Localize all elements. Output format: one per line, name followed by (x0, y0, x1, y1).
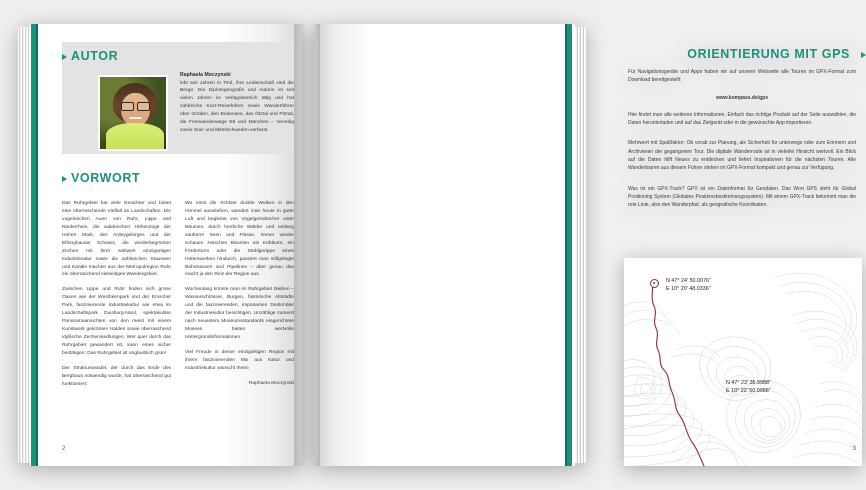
right-page (315, 24, 856, 466)
coordinate-north-1: N 47° 24' 50.0076" (666, 278, 711, 284)
left-page (30, 24, 302, 466)
vorwort-column-right (185, 200, 294, 396)
paragraph: Wo einst die Schlote dunkle Wolken in den Himmel ausstießen, wandert man heute in guter Luft und begleitet von Vogelgezwitscher unter Bäumen, durch herrliche Wälder und entlang sauberer Seen und Flüsse. Immer wieder schauen zwischen Bäumen ein Kühlturm, ein Förderturm oder die Stahlgerippe eines Hüttenwerkes hindurch, passiert man stillgelegte Bahntrassen und Pipelines – aber genau das macht ja den Reiz der Region aus. (185, 201, 294, 278)
arrow-marker-icon-2 (62, 176, 67, 182)
paragraph: Für Navigationsgeräte und Apps haben wir auf unserer Webseite alle Touren im GPX-Format zum Download bereitgestellt: (628, 69, 856, 84)
author-bio-block (180, 72, 294, 135)
paragraph: Der Strukturwandel, der durch das Ende des Bergbaus notwendig wurde, hat überraschend gut funktioniert: (62, 365, 171, 387)
vorwort-column-left (62, 200, 171, 396)
paragraph: Zwischen Lippe und Ruhr finden sich grüne Oasen wie der Westfalenpark und der Emscher Park, faszinierende Industriekultur wie etwa im Landschaftspark Duisburg-Nord, spektakuläre Panoramaansichten von den meist mit einem Kunstwerk gekrönten Halden sowie überraschend idyllische Zechensiedlungen. Wer quer durch das Ruhrgebiet gewandert ist, kann eines sicher bestätigen: Das Ruhrgebiet ist unglaublich grün! (62, 287, 171, 356)
gpx-download-url[interactable]: www.kompass.de/gpx (715, 94, 769, 101)
page-number-right: 3 (852, 446, 856, 452)
page-number-left: 2 (62, 446, 66, 452)
spine-accent-right (567, 24, 572, 466)
coordinate-label-1 (666, 278, 711, 293)
coordinate-label-2 (726, 380, 771, 395)
coordinate-east-1: E 10° 20' 48.0336" (666, 285, 711, 292)
paragraph: Mehrwert mit Spaßfaktor: Ob vorab zur Planung, als Sicherheit für unterwegs oder zum Erinnern und Archivieren der gegangenen Tour. Die digitale Wanderroute ist in vielerlei Hinsicht wertvoll. Ein Blick auf die Daten hilft Neues zu entdecken und liefert Inspirationen für die nächsten Touren. Alle Wandertouren aus diesem Führer stehen im GPX-Format kompakt und genau zur Verfügung. (628, 140, 856, 172)
paragraph: Das Ruhrgebiet hat viele Gesichter und bietet eine überraschende Vielfalt an Landschaften. Die vogelreichen Auen von Ruhr, Lippe und Niederrhein, die waldreichen Höhenzüge der Hohen Mark, des Ardeygebirges und der Elfringhauser Schweiz, die wiederbegrünten Zechen mit ihrer weltweit einzigartigen Industrienatur sowie die zahlreichen Stauseen und Kanäle machen aus der Metropolregion Ruhr ein überraschend vielseitiges Wandergebiet. (62, 201, 171, 278)
track-start-marker-icon (650, 279, 659, 288)
coordinate-east-2: E 10° 22' 50.9988" (726, 387, 771, 394)
author-name: Raphaela Moczynski (180, 72, 231, 78)
paragraph: Was ist ein GPX-Track? GPX ist ein Datenformat für Geodaten. Das Wort GPS steht für Global Positioning System (Globales Positionsbestimmungssystem). Mit einem GPX-Track bekommt man die rote Linie, also den Wanderpfad, als geografische Koordinaten. (628, 185, 856, 209)
contour-map-svg (624, 258, 862, 466)
paragraph: Wochenlang könnte man im Ruhrgebiet bleiben – Wasserschlösser, Burgen, historische Altstädte und die faszinierenden, imposanten Denkmäler der Industriekultur besichtigen. Unzählige zumeist nach neuestem Museumsstandards eingerichtete Museen bieten wertvolle Hintergrundinformationen. (185, 287, 294, 340)
spine-accent-right-dark (565, 24, 567, 466)
author-photo (98, 75, 168, 151)
spine-accent-left-dark (36, 24, 38, 466)
paragraph: Hier findet man alle weiteren Informationen. Einfach das richtige Produkt auf der Seite auswählen, die Daten herunterladen und auf das Zielgerät oder in die gewünschte App importieren. (628, 111, 856, 127)
section-heading-vorwort: VORWORT (71, 171, 141, 185)
open-book (18, 24, 856, 466)
coordinate-north-2: N 47° 23' 35.9988" (726, 380, 771, 386)
arrow-marker-icon-3 (861, 52, 866, 58)
author-bio-text: lebt seit Jahren in Tirol, ihre Leidenschaft sind die Berge. Die Diplomgeografin und Autorin ist seit vielen Jahren im Verlagsbereich tätig und hat zahlreiche Kurz-Reiseführer sowie Wanderführer über Gröden, den Bodensee, das Ötztal und Pitztal, die Fernwanderwege E5 und München – Venedig sowie Süd- und Mittelschweden verfasst. (180, 80, 294, 134)
paragraph: Viel Freude in dieser einzigartigen Region mit ihrem faszinierenden Mix aus Natur und Industriekultur wünscht Ihnen (185, 349, 294, 371)
gpx-track-map (624, 258, 862, 466)
arrow-marker-icon (62, 54, 67, 60)
section-heading-autor: AUTOR (71, 49, 119, 63)
gps-text-block (628, 68, 856, 218)
section-heading-gps: ORIENTIERUNG MIT GPS (687, 47, 850, 61)
author-signature: Raphaela Moczynski (248, 380, 294, 386)
vorwort-columns (62, 200, 294, 396)
